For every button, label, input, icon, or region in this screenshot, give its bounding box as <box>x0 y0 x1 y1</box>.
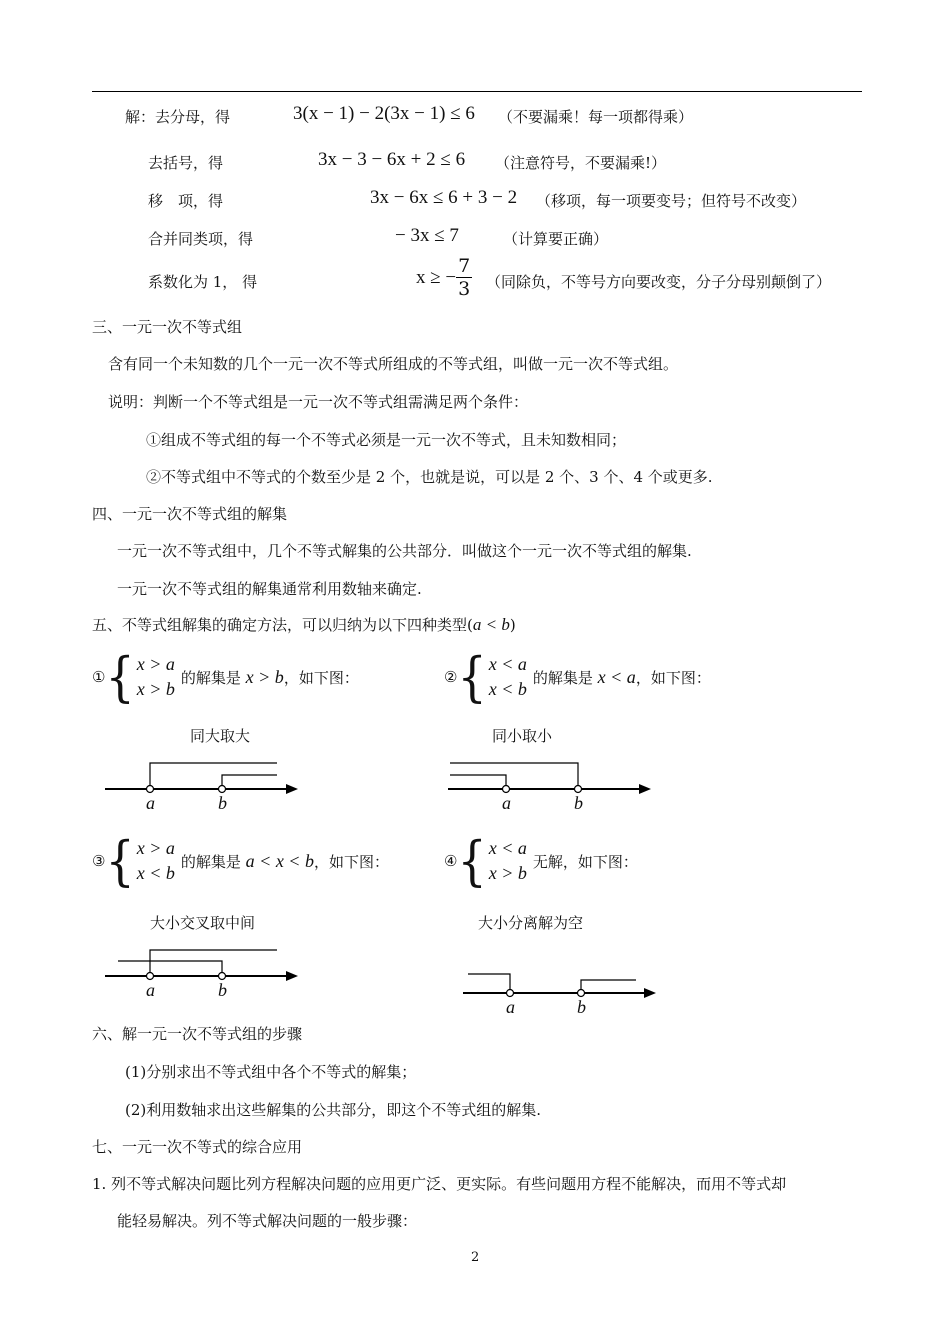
section-4-para-2: 一元一次不等式组的解集通常利用数轴来确定. <box>117 580 422 598</box>
case-3-mid: 的解集是 <box>180 852 241 871</box>
point-a <box>507 990 514 997</box>
arrow-icon <box>639 784 651 794</box>
point-b <box>219 973 226 980</box>
section-3-definition: 含有同一个未知数的几个一元一次不等式所组成的不等式组，叫做一元一次不等式组。 <box>108 355 679 373</box>
case-2-tail: ，如下图： <box>635 668 711 687</box>
case-1-result: x > b <box>245 666 284 687</box>
number-line-1 <box>100 755 300 815</box>
section-3-explain: 说明：判断一个不等式组是一元一次不等式组需满足两个条件： <box>108 393 529 411</box>
case-1-mid: 的解集是 <box>180 668 241 687</box>
label-a: a <box>146 980 155 1000</box>
step-4-note: （计算要正确） <box>503 230 609 248</box>
arrow-icon <box>286 784 298 794</box>
section-3-heading: 三、一元一次不等式组 <box>92 318 243 336</box>
case-2-caption: 同小取小 <box>492 727 553 745</box>
point-b <box>575 786 582 793</box>
label-b: b <box>577 997 586 1017</box>
case-4-line-2: x > b <box>488 863 527 883</box>
ray-x-gt-a <box>150 763 277 789</box>
section-5-heading-math: a < b <box>472 615 510 634</box>
section-3-condition-1: ①组成不等式组的每一个不等式必须是一元一次不等式，且未知数相同； <box>146 431 627 449</box>
section-6-heading: 六、解一元一次不等式组的步骤 <box>92 1025 303 1043</box>
case-3-description <box>181 851 389 872</box>
ray-x-lt-b <box>118 961 222 976</box>
case-3-tail: ，如下图： <box>313 852 389 871</box>
step-1-note: （不要漏乘！每一项都得乘） <box>498 108 694 126</box>
fraction-denominator: 3 <box>458 278 471 300</box>
number-line-2 <box>445 755 655 815</box>
section-6-step-2: (2)利用数轴求出这些解集的公共部分，即这个不等式组的解集. <box>125 1101 542 1119</box>
ray-x-gt-b <box>222 775 277 789</box>
case-4-mark: ④ <box>444 852 458 870</box>
label-b: b <box>218 793 227 813</box>
step-5-lhs: x ≥ − <box>416 266 457 288</box>
case-3-mark: ③ <box>92 852 106 870</box>
case-4-description <box>533 851 638 872</box>
case-2-mark: ② <box>444 668 458 686</box>
case-1-inequalities <box>137 652 175 702</box>
case-2-result: x < a <box>597 666 636 687</box>
number-line-3 <box>100 942 300 1002</box>
step-1-label: 解：去分母，得 <box>125 108 231 126</box>
case-1-description <box>181 667 359 688</box>
case-3-line-1: x > a <box>136 838 175 858</box>
case-2-line-2: x < b <box>488 679 527 699</box>
point-a <box>503 786 510 793</box>
section-6-step-1: (1)分别求出不等式组中各个不等式的解集； <box>125 1063 417 1081</box>
case-3-line-2: x < b <box>136 863 175 883</box>
section-5-heading-close: ) <box>509 616 516 634</box>
point-b <box>219 786 226 793</box>
brace-icon: { <box>457 645 487 709</box>
section-7-heading: 七、一元一次不等式的综合应用 <box>92 1138 303 1156</box>
number-line-4 <box>460 962 660 1022</box>
section-3-condition-2: ②不等式组中不等式的个数至少是 2 个，也就是说，可以是 2 个、3 个、4 个或更多. <box>146 468 713 486</box>
step-3-label: 移 项，得 <box>148 192 224 210</box>
arrow-icon <box>644 988 656 998</box>
case-2-line-1: x < a <box>488 654 527 674</box>
case-4-mid: 无解，如下图： <box>532 852 638 871</box>
step-2-note: （注意符号，不要漏乘!） <box>495 154 667 172</box>
brace-icon: { <box>105 829 135 893</box>
page-number: 2 <box>471 1250 480 1265</box>
case-4-caption: 大小分离解为空 <box>478 914 584 932</box>
fraction-numerator: 7 <box>458 255 471 277</box>
case-1-line-2: x > b <box>136 679 175 699</box>
case-2-description <box>533 667 711 688</box>
step-3-math: 3x − 6x ≤ 6 + 3 − 2 <box>370 187 518 208</box>
case-3-system <box>92 829 389 893</box>
point-a <box>147 973 154 980</box>
case-1-system <box>92 645 359 709</box>
section-7-para-line-1: 1. 列不等式解决问题比列方程解决问题的应用更广泛、更实际。有些问题用方程不能解决，而用不等式却 <box>92 1175 787 1193</box>
label-b: b <box>218 980 227 1000</box>
header-rule <box>92 91 862 92</box>
case-1-caption: 同大取大 <box>190 727 251 745</box>
section-4-para-1: 一元一次不等式组中，几个不等式解集的公共部分．叫做这个一元一次不等式组的解集. <box>117 542 692 560</box>
label-b: b <box>574 793 583 813</box>
brace-icon: { <box>105 645 135 709</box>
case-2-system <box>444 645 711 709</box>
section-4-heading: 四、一元一次不等式组的解集 <box>92 505 288 523</box>
section-5-heading-text: 五、不等式组解集的确定方法，可以归纳为以下四种类型( <box>92 616 473 634</box>
case-2-mid: 的解集是 <box>532 668 593 687</box>
step-3-note: （移项，每一项要变号；但符号不改变） <box>536 192 807 210</box>
case-4-line-1: x < a <box>488 838 527 858</box>
step-5-note: （同除负，不等号方向要改变，分子分母别颠倒了） <box>486 273 832 291</box>
case-1-tail: ，如下图： <box>283 668 359 687</box>
step-1-math: 3(x − 1) − 2(3x − 1) ≤ 6 <box>293 103 475 124</box>
label-a: a <box>146 793 155 813</box>
ray-x-gt-a <box>150 950 277 976</box>
step-4-math: − 3x ≤ 7 <box>395 225 459 246</box>
step-2-label: 去括号，得 <box>148 154 224 172</box>
step-5-fraction <box>456 255 472 300</box>
step-5-math <box>416 255 472 300</box>
ray-x-lt-a <box>450 775 506 789</box>
case-4-inequalities <box>489 836 527 886</box>
step-5-label: 系数化为 1， 得 <box>148 273 258 291</box>
step-2-math: 3x − 3 − 6x + 2 ≤ 6 <box>318 149 466 170</box>
case-2-inequalities <box>489 652 527 702</box>
section-5-heading <box>92 614 516 635</box>
case-3-result: a < x < b <box>245 850 314 871</box>
arrow-icon <box>286 971 298 981</box>
case-1-mark: ① <box>92 668 106 686</box>
case-1-line-1: x > a <box>136 654 175 674</box>
step-4-label: 合并同类项，得 <box>148 230 254 248</box>
label-a: a <box>502 793 511 813</box>
ray-x-lt-a <box>468 974 510 993</box>
case-4-system <box>444 829 638 893</box>
point-a <box>147 786 154 793</box>
ray-x-gt-b <box>581 980 636 993</box>
section-7-para-line-2: 能轻易解决。列不等式解决问题的一般步骤： <box>117 1212 418 1230</box>
case-3-inequalities <box>137 836 175 886</box>
point-b <box>578 990 585 997</box>
brace-icon: { <box>457 829 487 893</box>
ray-x-lt-b <box>450 763 578 789</box>
label-a: a <box>506 997 515 1017</box>
case-3-caption: 大小交叉取中间 <box>150 914 256 932</box>
